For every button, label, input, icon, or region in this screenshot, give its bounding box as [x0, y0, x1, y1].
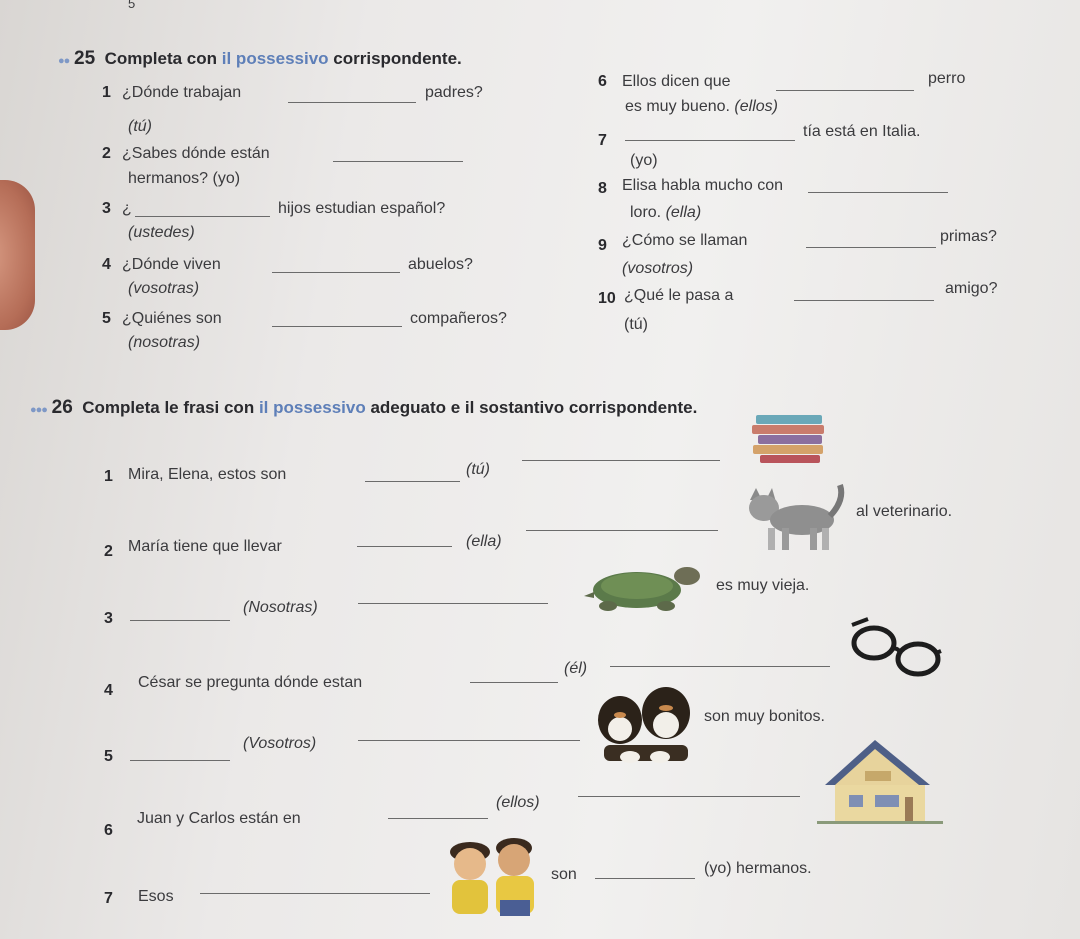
item-text: tía está en Italia.	[803, 123, 921, 140]
item-hint: (ella)	[466, 533, 502, 550]
item-text: Juan y Carlos están en	[137, 810, 301, 827]
children-icon	[440, 830, 545, 925]
answer-blank[interactable]	[470, 682, 558, 683]
item-text: es muy vieja.	[716, 577, 810, 594]
cat-icon	[740, 480, 850, 555]
item-number: 6	[104, 822, 113, 839]
item-text: compañeros?	[410, 310, 507, 327]
item-number: 1	[104, 468, 113, 485]
item-text: perro	[928, 70, 966, 87]
answer-blank[interactable]	[357, 546, 452, 547]
item-text: abuelos?	[408, 256, 473, 273]
item-number: 2	[102, 145, 111, 162]
answer-blank[interactable]	[130, 620, 230, 621]
exercise-26-header: ●●● 26 Completa le frasi con il possessivo adeguato e il sostantivo corrispondente.	[30, 397, 698, 418]
item-text: es muy bueno. (ellos)	[625, 98, 778, 115]
turtle-icon	[582, 560, 707, 615]
answer-blank[interactable]	[388, 818, 488, 819]
item-number: 8	[598, 180, 607, 197]
item-text: amigo?	[945, 280, 998, 297]
item-text: loro. (ella)	[630, 204, 702, 221]
item-number: 5	[102, 310, 111, 327]
item-hint: (ustedes)	[128, 224, 195, 241]
answer-blank[interactable]	[288, 102, 416, 103]
finger-edge	[0, 180, 35, 330]
item-number: 4	[102, 256, 111, 273]
item-hint: (yo)	[630, 152, 658, 169]
item-text: padres?	[425, 84, 483, 101]
item-hint: (Nosotras)	[243, 599, 318, 616]
answer-blank[interactable]	[358, 603, 548, 604]
item-number: 4	[104, 682, 113, 699]
item-hint: (él)	[564, 660, 588, 677]
answer-blank[interactable]	[806, 247, 936, 248]
house-icon	[815, 735, 945, 825]
item-number: 6	[598, 73, 607, 90]
dogs-icon	[590, 685, 700, 765]
item-text: Ellos dicen que	[622, 73, 731, 90]
item-text: (yo) hermanos.	[704, 860, 812, 877]
answer-blank[interactable]	[595, 878, 695, 879]
item-text: hermanos? (yo)	[128, 170, 241, 187]
item-number: 9	[598, 237, 607, 254]
item-text: ¿Sabes dónde están	[122, 145, 270, 162]
page-number: 5	[128, 0, 136, 11]
answer-blank[interactable]	[794, 300, 934, 301]
difficulty-dots-icon: ●●●	[30, 404, 47, 416]
answer-blank[interactable]	[526, 530, 718, 531]
answer-blank[interactable]	[200, 893, 430, 894]
answer-blank[interactable]	[272, 272, 400, 273]
answer-blank[interactable]	[365, 481, 460, 482]
answer-blank[interactable]	[610, 666, 830, 667]
item-hint: (ellos)	[496, 794, 540, 811]
item-text: Elisa habla mucho con	[622, 177, 783, 194]
item-text: son	[551, 866, 577, 883]
answer-blank[interactable]	[135, 216, 270, 217]
item-text: María tiene que llevar	[128, 538, 282, 555]
books-icon	[750, 410, 830, 470]
answer-blank[interactable]	[272, 326, 402, 327]
item-text: ¿Quiénes son	[122, 310, 222, 327]
item-number: 7	[598, 132, 607, 149]
answer-blank[interactable]	[333, 161, 463, 162]
item-hint: (vosotros)	[622, 260, 694, 277]
item-text: César se pregunta dónde estan	[138, 674, 363, 691]
item-number: 10	[598, 290, 616, 307]
item-number: 3	[104, 610, 113, 627]
answer-blank[interactable]	[625, 140, 795, 141]
item-number: 5	[104, 748, 113, 765]
exercise-25-header: ●● 25 Completa con il possessivo corrispondente.	[58, 48, 462, 69]
item-hint: (vosotras)	[128, 280, 200, 297]
answer-blank[interactable]	[358, 740, 580, 741]
item-number: 7	[104, 890, 113, 907]
item-text: ¿Dónde trabajan	[122, 84, 242, 101]
item-number: 3	[102, 200, 111, 217]
item-text: Esos	[138, 888, 174, 905]
item-text: ¿	[122, 200, 132, 217]
item-text: hijos estudian español?	[278, 200, 446, 217]
item-hint: (tú)	[128, 118, 152, 135]
difficulty-dots-icon: ●●	[58, 55, 70, 67]
answer-blank[interactable]	[808, 192, 948, 193]
item-hint: (tú)	[466, 461, 490, 478]
answer-blank[interactable]	[522, 460, 720, 461]
item-text: al veterinario.	[856, 503, 953, 520]
item-number: 1	[102, 84, 111, 101]
item-hint: (tú)	[624, 316, 648, 333]
item-number: 2	[104, 543, 113, 560]
item-text: son muy bonitos.	[704, 708, 825, 725]
glasses-icon	[848, 615, 943, 680]
answer-blank[interactable]	[578, 796, 800, 797]
item-text: primas?	[940, 228, 997, 245]
answer-blank[interactable]	[130, 760, 230, 761]
answer-blank[interactable]	[776, 90, 914, 91]
item-text: ¿Cómo se llaman	[622, 232, 748, 249]
item-text: ¿Dónde viven	[122, 256, 221, 273]
item-hint: (nosotras)	[128, 334, 201, 351]
item-hint: (Vosotros)	[243, 735, 317, 752]
item-text: Mira, Elena, estos son	[128, 466, 287, 483]
item-text: ¿Qué le pasa a	[624, 287, 734, 304]
